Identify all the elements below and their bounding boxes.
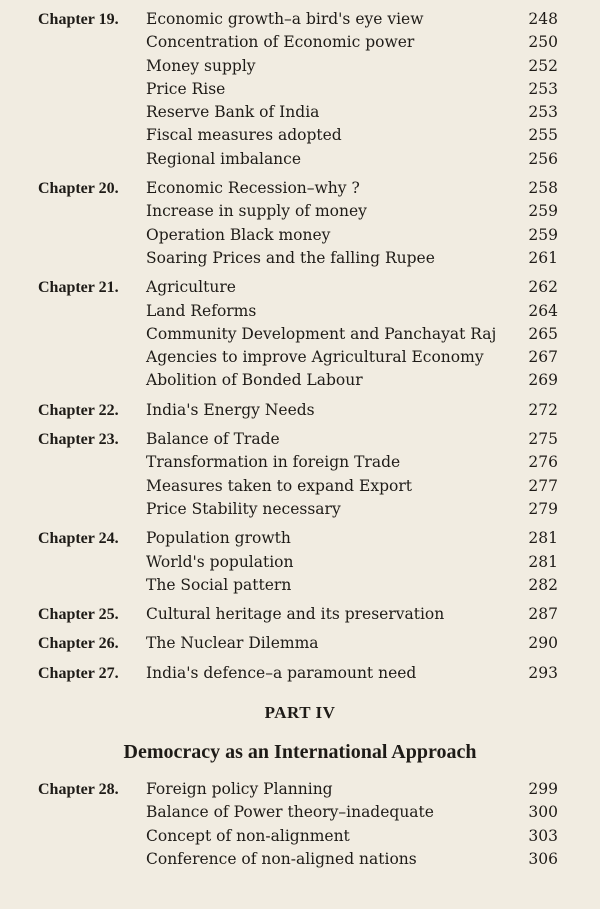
toc-entry xyxy=(0,8,600,31)
page-number: 256 xyxy=(528,149,558,168)
page-number: 272 xyxy=(528,400,558,419)
toc-entry xyxy=(0,498,600,521)
chapter-block xyxy=(0,428,600,521)
chapter-label: Chapter 24. xyxy=(38,530,119,548)
page-number: 264 xyxy=(528,301,558,320)
page-number: 275 xyxy=(528,430,558,449)
page-number: 276 xyxy=(528,453,558,472)
toc-entry xyxy=(0,369,600,392)
table-of-contents-part-iv xyxy=(0,778,600,877)
toc-entry xyxy=(0,78,600,101)
page-number: 306 xyxy=(528,849,558,868)
entry-title: India's Energy Needs xyxy=(146,400,315,419)
part-title: Democracy as an International Approach xyxy=(123,741,477,763)
toc-entry xyxy=(0,399,600,422)
part-heading: PART IV xyxy=(264,703,336,722)
entry-title: Land Reforms xyxy=(146,301,257,320)
entry-title: Cultural heritage and its preservation xyxy=(146,605,445,624)
entry-title: Transformation in foreign Trade xyxy=(146,453,401,472)
page-number: 269 xyxy=(528,371,558,390)
entry-title: Balance of Trade xyxy=(146,430,280,449)
page-number: 300 xyxy=(528,803,558,822)
chapter-block xyxy=(0,778,600,871)
toc-entry xyxy=(0,825,600,848)
page-number: 250 xyxy=(528,33,558,52)
chapter-block xyxy=(0,603,600,626)
page-number: 252 xyxy=(528,56,558,75)
toc-entry xyxy=(0,224,600,247)
chapter-label: Chapter 21. xyxy=(38,279,119,297)
page-number: 267 xyxy=(528,348,558,367)
page-number: 258 xyxy=(528,179,558,198)
page-number: 277 xyxy=(528,476,558,495)
entry-title: Economic Recession–why ? xyxy=(146,179,360,198)
toc-entry xyxy=(0,527,600,550)
entry-title: Economic growth–a bird's eye view xyxy=(146,10,424,28)
toc-entry xyxy=(0,603,600,626)
entry-title: World's population xyxy=(146,552,294,571)
toc-entry xyxy=(0,101,600,124)
chapter-label: Chapter 27. xyxy=(38,664,119,682)
chapter-block xyxy=(0,276,600,392)
toc-entry xyxy=(0,148,600,171)
table-of-contents xyxy=(0,8,600,691)
page-number: 259 xyxy=(528,225,558,244)
entry-title: Abolition of Bonded Labour xyxy=(146,371,363,390)
entry-title: The Nuclear Dilemma xyxy=(146,634,319,653)
toc-entry xyxy=(0,428,600,451)
chapter-label: Chapter 23. xyxy=(38,431,119,449)
entry-title: Population growth xyxy=(146,529,291,548)
page-number: 290 xyxy=(528,634,558,653)
chapter-label: Chapter 25. xyxy=(38,606,119,624)
entry-title: Operation Black money xyxy=(146,225,331,244)
toc-entry xyxy=(0,177,600,200)
chapter-block xyxy=(0,8,600,171)
entry-title: Agencies to improve Agricultural Economy xyxy=(146,348,484,367)
chapter-label: Chapter 28. xyxy=(38,781,119,798)
page-number: 253 xyxy=(528,79,558,98)
page-number: 299 xyxy=(528,780,558,798)
chapter-block xyxy=(0,399,600,422)
page-number: 265 xyxy=(528,324,558,343)
toc-entry xyxy=(0,848,600,871)
toc-entry xyxy=(0,31,600,54)
entry-title: Community Development and Panchayat Raj xyxy=(146,324,497,343)
entry-title: The Social pattern xyxy=(146,575,292,594)
entry-title: Increase in supply of money xyxy=(146,202,367,221)
page-number: 255 xyxy=(528,126,558,145)
chapter-label: Chapter 22. xyxy=(38,401,119,419)
entry-title: Concentration of Economic power xyxy=(146,33,415,52)
chapter-block xyxy=(0,662,600,685)
entry-title: Money supply xyxy=(146,56,256,75)
toc-entry xyxy=(0,475,600,498)
entry-title: Conference of non-aligned nations xyxy=(146,849,417,868)
toc-entry xyxy=(0,778,600,801)
chapter-label: Chapter 19. xyxy=(38,11,119,28)
entry-title: Soaring Prices and the falling Rupee xyxy=(146,248,435,267)
page-number: 281 xyxy=(528,552,558,571)
page-number: 287 xyxy=(528,605,558,624)
entry-title: India's defence–a paramount need xyxy=(146,663,417,682)
page-number: 261 xyxy=(528,248,558,267)
toc-entry xyxy=(0,247,600,270)
entry-title: Fiscal measures adopted xyxy=(146,126,342,145)
chapter-block xyxy=(0,632,600,655)
chapter-block xyxy=(0,527,600,597)
entry-title: Concept of non-alignment xyxy=(146,826,350,845)
toc-entry xyxy=(0,574,600,597)
page-number: 262 xyxy=(528,278,558,297)
toc-entry xyxy=(0,551,600,574)
page-number: 282 xyxy=(528,575,558,594)
entry-title: Agriculture xyxy=(146,278,236,297)
entry-title: Regional imbalance xyxy=(146,149,302,168)
page-number: 248 xyxy=(528,10,558,28)
entry-title: Balance of Power theory–inadequate xyxy=(146,803,434,822)
toc-entry xyxy=(0,801,600,824)
toc-entry xyxy=(0,632,600,655)
toc-entry xyxy=(0,300,600,323)
toc-entry xyxy=(0,662,600,685)
toc-entry xyxy=(0,200,600,223)
chapter-label: Chapter 26. xyxy=(38,635,119,653)
toc-entry xyxy=(0,323,600,346)
entry-title: Reserve Bank of India xyxy=(146,103,320,122)
page-number: 293 xyxy=(528,663,558,682)
page-number: 303 xyxy=(528,826,558,845)
toc-entry xyxy=(0,346,600,369)
entry-title: Price Rise xyxy=(146,79,226,98)
chapter-label: Chapter 20. xyxy=(38,180,119,198)
toc-entry xyxy=(0,451,600,474)
toc-entry xyxy=(0,276,600,299)
entry-title: Measures taken to expand Export xyxy=(146,476,412,495)
entry-title: Price Stability necessary xyxy=(146,499,341,518)
chapter-block xyxy=(0,177,600,270)
toc-entry xyxy=(0,124,600,147)
entry-title: Foreign policy Planning xyxy=(146,780,333,798)
page-number: 281 xyxy=(528,529,558,548)
toc-entry xyxy=(0,55,600,78)
page-number: 259 xyxy=(528,202,558,221)
page-number: 279 xyxy=(528,499,558,518)
page-number: 253 xyxy=(528,103,558,122)
